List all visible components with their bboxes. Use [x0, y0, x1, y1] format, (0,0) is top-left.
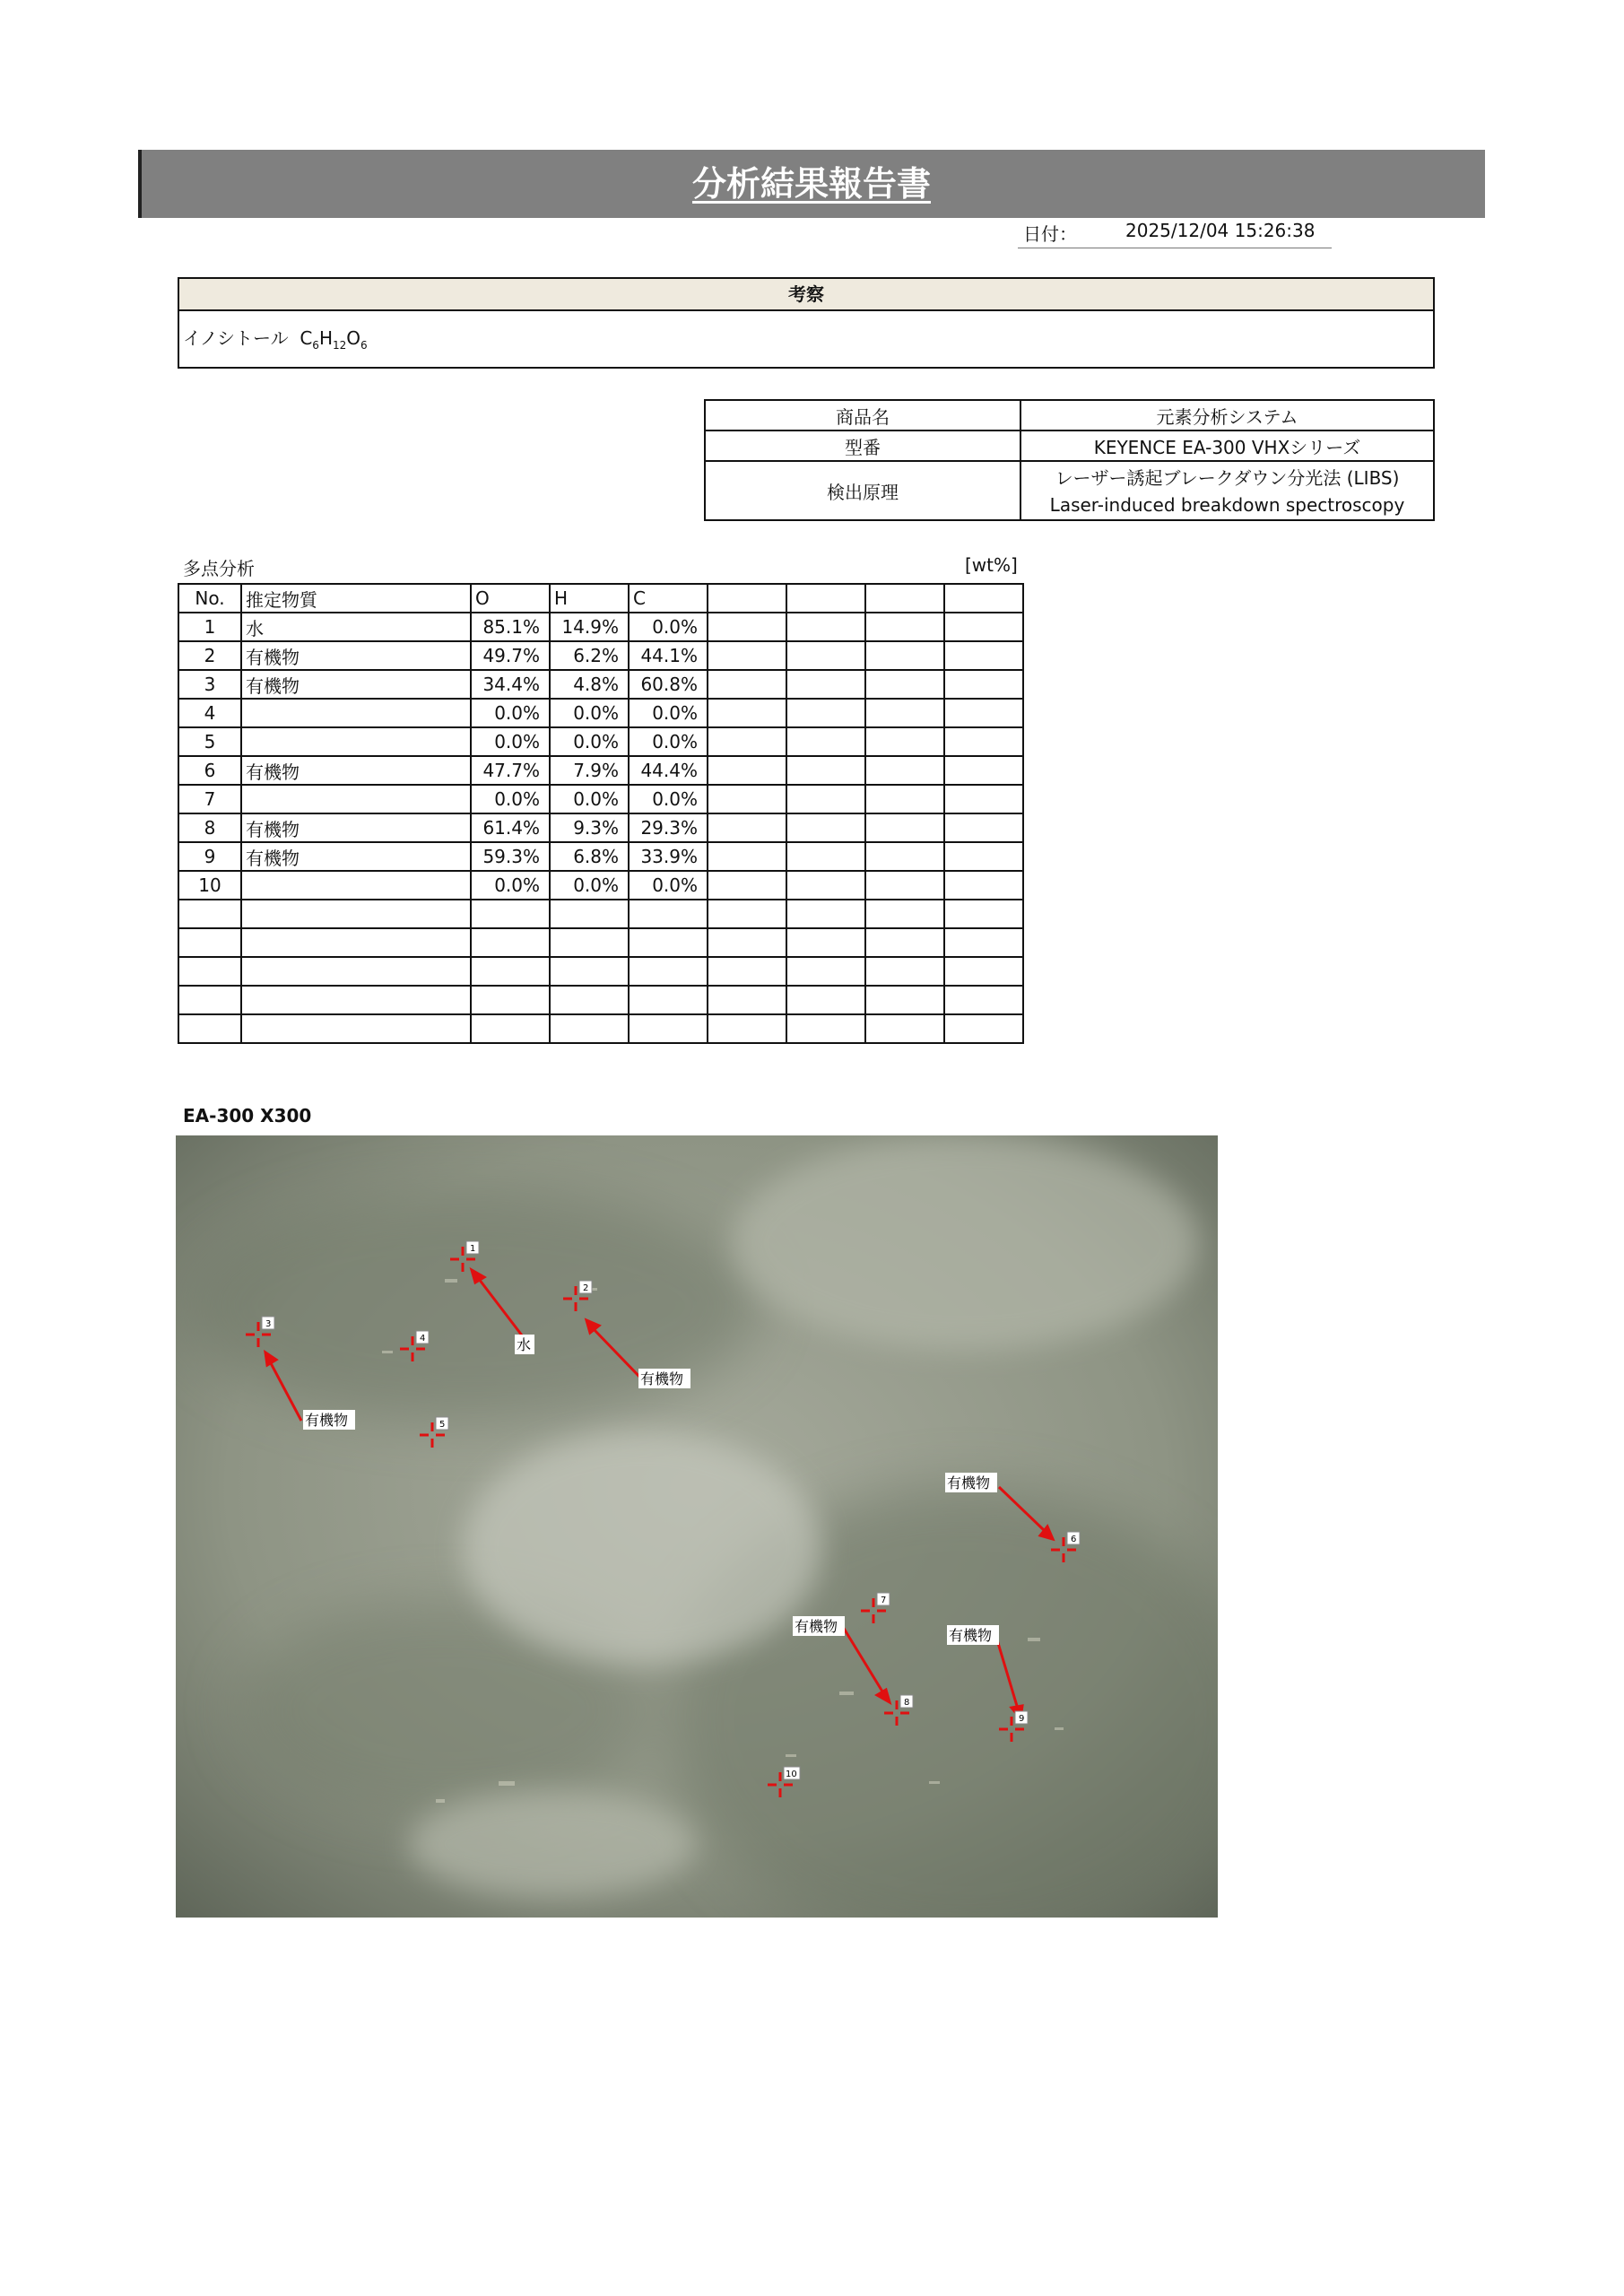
cell-empty	[865, 699, 944, 727]
cell-empty	[944, 842, 1023, 871]
cell-empty	[944, 785, 1023, 813]
cell-no: 5	[178, 727, 241, 756]
cell-no: 10	[178, 871, 241, 900]
principle-value-en: Laser-induced breakdown spectroscopy	[1020, 491, 1434, 520]
consideration-heading: 考察	[179, 279, 1433, 311]
svg-text:5: 5	[439, 1420, 446, 1430]
table-row	[178, 842, 1023, 871]
annotation-label: 有機物	[795, 1618, 838, 1635]
date-row	[1018, 218, 1332, 248]
cell-empty	[944, 670, 1023, 699]
table-row	[178, 756, 1023, 785]
cell-empty	[178, 986, 241, 1014]
table-row-empty	[178, 900, 1023, 928]
cell-empty	[708, 900, 786, 928]
cell-c: 44.1%	[629, 641, 708, 670]
cell-h: 4.8%	[550, 670, 629, 699]
cell-o: 47.7%	[471, 756, 550, 785]
table-row	[178, 813, 1023, 842]
cell-empty	[629, 1014, 708, 1043]
cell-empty	[865, 756, 944, 785]
cell-empty	[178, 1014, 241, 1043]
table-row-empty	[178, 928, 1023, 957]
table-row	[178, 727, 1023, 756]
col-header-empty	[865, 584, 944, 613]
col-header-empty	[944, 584, 1023, 613]
cell-no: 1	[178, 613, 241, 641]
cell-substance	[241, 871, 471, 900]
table-row	[178, 670, 1023, 699]
cell-empty	[708, 641, 786, 670]
product-info-table	[704, 399, 1435, 521]
annotation-label: 水	[517, 1336, 532, 1353]
table-row	[178, 871, 1023, 900]
cell-empty	[241, 1014, 471, 1043]
cell-c: 60.8%	[629, 670, 708, 699]
cell-c: 44.4%	[629, 756, 708, 785]
cell-empty	[944, 871, 1023, 900]
cell-empty	[786, 928, 865, 957]
date-label: 日付：	[1023, 223, 1077, 245]
cell-empty	[241, 900, 471, 928]
principle-value-jp: レーザー誘起ブレークダウン分光法 (LIBS)	[1020, 461, 1434, 491]
svg-text:4: 4	[420, 1334, 426, 1344]
cell-empty	[865, 928, 944, 957]
cell-empty	[550, 957, 629, 986]
cell-empty	[865, 670, 944, 699]
consideration-box	[178, 277, 1435, 369]
cell-no: 8	[178, 813, 241, 842]
cell-h: 9.3%	[550, 813, 629, 842]
cell-empty	[178, 900, 241, 928]
cell-c: 0.0%	[629, 871, 708, 900]
cell-empty	[865, 957, 944, 986]
col-header-c: C	[629, 584, 708, 613]
cell-empty	[241, 957, 471, 986]
cell-empty	[471, 1014, 550, 1043]
cell-empty	[708, 986, 786, 1014]
cell-h: 0.0%	[550, 727, 629, 756]
cell-substance: 有機物	[241, 641, 471, 670]
cell-no: 2	[178, 641, 241, 670]
cell-o: 0.0%	[471, 727, 550, 756]
cell-empty	[629, 957, 708, 986]
cell-o: 34.4%	[471, 670, 550, 699]
cell-empty	[944, 756, 1023, 785]
cell-empty	[550, 900, 629, 928]
date-value: 2025/12/04 15:26:38	[1125, 220, 1316, 241]
cell-h: 6.2%	[550, 641, 629, 670]
cell-h: 0.0%	[550, 699, 629, 727]
cell-empty	[786, 986, 865, 1014]
cell-empty	[241, 928, 471, 957]
table-row-empty	[178, 957, 1023, 986]
cell-empty	[708, 928, 786, 957]
cell-empty	[178, 928, 241, 957]
compound-formula: $C_6H_{12}O_6$	[300, 327, 368, 352]
cell-empty	[629, 900, 708, 928]
cell-c: 0.0%	[629, 699, 708, 727]
cell-empty	[708, 871, 786, 900]
cell-empty	[865, 641, 944, 670]
cell-empty	[865, 842, 944, 871]
cell-h: 0.0%	[550, 871, 629, 900]
cell-empty	[786, 670, 865, 699]
cell-empty	[786, 785, 865, 813]
col-header-empty	[708, 584, 786, 613]
cell-c: 0.0%	[629, 727, 708, 756]
cell-empty	[550, 1014, 629, 1043]
cell-empty	[865, 785, 944, 813]
svg-text:7: 7	[881, 1596, 887, 1605]
product-name-value: 元素分析システム	[1020, 400, 1434, 430]
svg-text:2: 2	[583, 1283, 589, 1293]
cell-empty	[786, 900, 865, 928]
cell-empty	[708, 613, 786, 641]
principle-label: 検出原理	[705, 461, 1020, 520]
cell-o: 0.0%	[471, 871, 550, 900]
cell-empty	[471, 928, 550, 957]
annotation-label: 有機物	[947, 1474, 991, 1492]
col-header-h: H	[550, 584, 629, 613]
cell-empty	[944, 613, 1023, 641]
cell-c: 29.3%	[629, 813, 708, 842]
cell-empty	[944, 641, 1023, 670]
cell-empty	[944, 928, 1023, 957]
cell-empty	[471, 957, 550, 986]
col-header-empty	[786, 584, 865, 613]
cell-o: 85.1%	[471, 613, 550, 641]
cell-substance: 水	[241, 613, 471, 641]
cell-o: 59.3%	[471, 842, 550, 871]
cell-empty	[865, 727, 944, 756]
annotation-label: 有機物	[305, 1412, 349, 1429]
svg-text:6: 6	[1071, 1535, 1077, 1544]
svg-text:10: 10	[786, 1770, 797, 1779]
cell-empty	[865, 613, 944, 641]
cell-c: 0.0%	[629, 785, 708, 813]
col-header-substance: 推定物質	[241, 584, 471, 613]
cell-empty	[865, 1014, 944, 1043]
cell-empty	[786, 1014, 865, 1043]
cell-empty	[944, 727, 1023, 756]
cell-empty	[786, 699, 865, 727]
cell-empty	[629, 928, 708, 957]
multipoint-table	[178, 583, 1024, 1044]
table-row-empty	[178, 986, 1023, 1014]
cell-empty	[708, 699, 786, 727]
table-row	[178, 699, 1023, 727]
annotation-label: 有機物	[640, 1370, 684, 1387]
cell-empty	[865, 986, 944, 1014]
cell-empty	[708, 756, 786, 785]
cell-substance: 有機物	[241, 756, 471, 785]
cell-h: 14.9%	[550, 613, 629, 641]
cell-empty	[944, 699, 1023, 727]
cell-substance	[241, 785, 471, 813]
cell-substance: 有機物	[241, 670, 471, 699]
cell-empty	[944, 957, 1023, 986]
cell-empty	[786, 842, 865, 871]
cell-empty	[865, 813, 944, 842]
compound-name: イノシトール	[183, 327, 289, 349]
cell-empty	[708, 957, 786, 986]
multipoint-title: 多点分析	[183, 558, 255, 579]
cell-empty	[708, 1014, 786, 1043]
cell-substance: 有機物	[241, 813, 471, 842]
cell-empty	[786, 871, 865, 900]
cell-empty	[241, 986, 471, 1014]
cell-empty	[944, 900, 1023, 928]
image-caption: EA-300 X300	[183, 1105, 312, 1126]
consideration-text	[183, 324, 368, 352]
report-title: 分析結果報告書	[691, 164, 931, 204]
cell-substance	[241, 699, 471, 727]
cell-empty	[786, 613, 865, 641]
cell-h: 7.9%	[550, 756, 629, 785]
col-header-o: O	[471, 584, 550, 613]
cell-o: 61.4%	[471, 813, 550, 842]
cell-empty	[629, 986, 708, 1014]
cell-no: 7	[178, 785, 241, 813]
cell-empty	[471, 986, 550, 1014]
table-row	[178, 641, 1023, 670]
cell-o: 0.0%	[471, 699, 550, 727]
cell-no: 3	[178, 670, 241, 699]
cell-empty	[708, 670, 786, 699]
cell-empty	[178, 957, 241, 986]
cell-c: 0.0%	[629, 613, 708, 641]
cell-no: 6	[178, 756, 241, 785]
cell-empty	[786, 813, 865, 842]
svg-text:8: 8	[904, 1698, 910, 1708]
cell-empty	[708, 785, 786, 813]
cell-empty	[708, 842, 786, 871]
cell-h: 6.8%	[550, 842, 629, 871]
svg-text:3: 3	[265, 1319, 272, 1329]
cell-h: 0.0%	[550, 785, 629, 813]
cell-substance	[241, 727, 471, 756]
cell-o: 49.7%	[471, 641, 550, 670]
cell-empty	[550, 928, 629, 957]
multipoint-unit: [wt%]	[965, 554, 1018, 576]
cell-empty	[786, 957, 865, 986]
cell-no: 4	[178, 699, 241, 727]
table-row	[178, 613, 1023, 641]
model-label: 型番	[705, 430, 1020, 461]
cell-empty	[944, 986, 1023, 1014]
col-header-no: No.	[178, 584, 241, 613]
cell-empty	[786, 641, 865, 670]
table-row	[178, 785, 1023, 813]
cell-empty	[865, 900, 944, 928]
cell-c: 33.9%	[629, 842, 708, 871]
cell-substance: 有機物	[241, 842, 471, 871]
cell-o: 0.0%	[471, 785, 550, 813]
cell-empty	[865, 871, 944, 900]
annotation-label: 有機物	[949, 1627, 993, 1644]
cell-empty	[944, 1014, 1023, 1043]
cell-empty	[708, 813, 786, 842]
cell-empty	[550, 986, 629, 1014]
cell-empty	[944, 813, 1023, 842]
cell-empty	[786, 756, 865, 785]
cell-empty	[708, 727, 786, 756]
cell-empty	[471, 900, 550, 928]
product-name-label: 商品名	[705, 400, 1020, 430]
table-header-row	[178, 584, 1023, 613]
cell-no: 9	[178, 842, 241, 871]
model-value: KEYENCE EA-300 VHXシリーズ	[1020, 430, 1434, 461]
svg-text:9: 9	[1019, 1714, 1025, 1724]
micrograph-image	[176, 1135, 1218, 1918]
svg-text:1: 1	[470, 1244, 476, 1254]
cell-empty	[786, 727, 865, 756]
table-row-empty	[178, 1014, 1023, 1043]
